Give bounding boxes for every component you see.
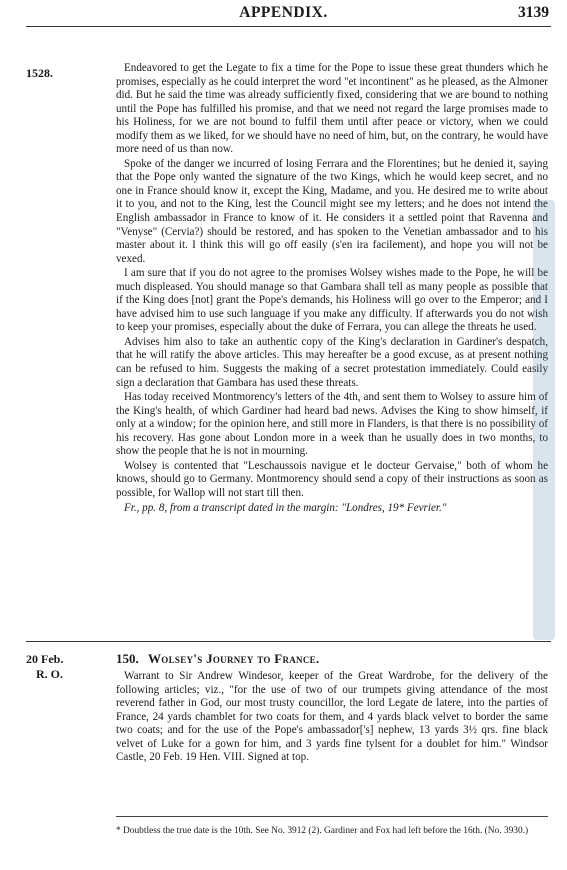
library-stamp-watermark: [533, 200, 555, 640]
entry-source: R. O.: [36, 667, 63, 681]
paragraph: Advises him also to take an authentic copy of the King's declaration in Gardiner's despatch, that he will ratify the above articles. This may hereafter be a good excuse, as at present nothing can be refused to him. Suggests the making of a secret protestation immediately. Could easily sign a declaration that Gambara has used these threats.: [116, 335, 548, 389]
paragraph: Wolsey is contented that "Leschaussois navigue et le docteur Gervaise," both of whom he knows, should go to Germany. Montmorency should send a copy of their instructions as soon as possible, for Wallop will not start till then.: [116, 459, 548, 499]
footnote: * Doubtless the true date is the 10th. See No. 3912 (2). Gardiner and Fox had left before the 16th. (No. 3930.): [116, 826, 529, 836]
footnote-rule: [116, 816, 548, 817]
entry-title: [116, 651, 320, 667]
previous-entry: [116, 62, 548, 516]
entry-body: [116, 670, 548, 766]
paragraph: Has today received Montmorency's letters of the 4th, and sent them to Wolsey to assure him of the King's health, of which Gardiner had heard bad news. Advises the King to show himself, if only at a window; for the opinion here, and still more in Flanders, is that there is no possibility of his recovery. Has gone about London more in a week than he usually does in two months, to show the people that he is not in mourning.: [116, 391, 548, 458]
paragraph: I am sure that if you do not agree to the promises Wolsey wishes made to the Pope, he will be much displeased. You should manage so that Gambara shall tell as many people as possible that if the King does [not] grant the Pope's demands, his Holiness will go over to the Emperor; and I have advised him to use such language if you make any difficulty. If afterwards you do not wish to keep your promises, especially about the duke of Ferrara, you can allege the threats he used.: [116, 267, 548, 334]
page-title: APPENDIX.: [239, 4, 328, 21]
entry-number: 150.: [116, 651, 139, 666]
entry-date: 20 Feb.: [26, 652, 64, 666]
source-note: Fr., pp. 8, from a transcript dated in the margin: "Londres, 19* Fevrier.": [124, 501, 447, 514]
entry-heading: Wolsey's Journey to France.: [148, 651, 320, 666]
section-divider: [26, 641, 551, 642]
header-rule: [26, 26, 551, 27]
page-number: 3139: [518, 4, 549, 21]
paragraph: Spoke of the danger we incurred of losing Ferrara and the Florentines; but he denied it, saying that the Pope only wanted the signature of the two Kings, which he would keep secret, and no one in France should know it, except the King, Madame, and you. He desired me to write about it to you, and not to the King, lest the Council might see my letters; and he does not intend the English ambassador in France to know of it. He considers it a settled point that Ravenna and "Venyse" (Cervia?) should be restored, and has spoken to the Venetian ambassador and to his master about it. I think this will go off easily (s'en ira facilement), and hope you will not be vexed.: [116, 157, 548, 265]
paragraph: Endeavored to get the Legate to fix a time for the Pope to issue these great thunders which he promises, especially as he could interpret the word "et incontinent" as he pleased, as the Almoner did. But he said the time was already sufficiently fixed, considering that we are bound to nothing until the Pope has fulfilled his promise, and that we need not regard the large promises made to his Holiness, for we are not bound to fulfil them until after peace or victory, when we could modify them as we liked, for we should have no need of him, but, on the contrary, he would have more need of us than now.: [116, 62, 548, 156]
entry-text: Warrant to Sir Andrew Windesor, keeper of the Great Wardrobe, for the delivery of the following articles; viz., "for the use of two of our trumpets giving attendance of the most reverend father in God, our most trusty councillor, the lord Legate de latere, into the parties of France, 24 yards chamblet for two coats for them, and 4 yards black velvet to border the same two coats; and for the use of the Pope's ambassador['s] nephew, 13 yards 3½ qrs. fine black velvet of Luke for a gown for him, and 3 yards fine tylsent for a doublet for him." Windsor Castle, 20 Feb. 19 Hen. VIII. Signed at top.: [116, 670, 548, 764]
margin-year: 1528.: [26, 66, 53, 80]
